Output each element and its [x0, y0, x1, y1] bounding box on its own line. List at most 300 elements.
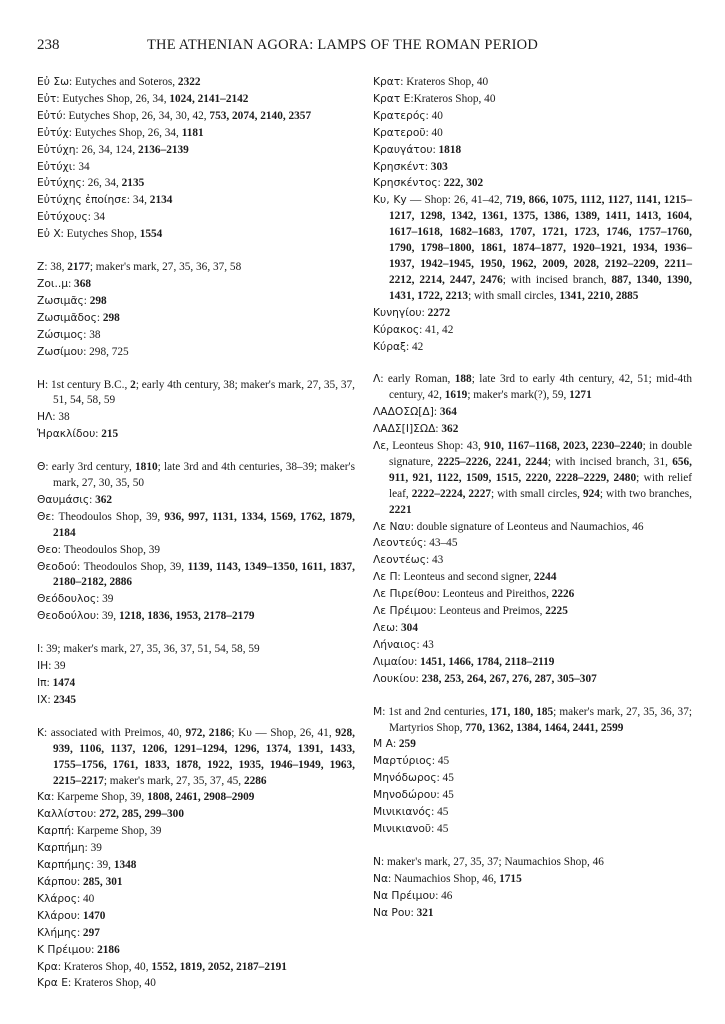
- entry-text: :: [414, 655, 421, 668]
- index-entry: [37, 823, 355, 840]
- entry-headword: Ι: [37, 642, 41, 656]
- entry-catalog-numbers: 1715: [499, 872, 522, 885]
- entry-text: : 39: [84, 842, 102, 855]
- entry-headword: Κρατερός: [373, 108, 426, 122]
- entry-headword: Εὐτύχη: [37, 142, 76, 156]
- entry-headword: Λε Ναυ: [373, 519, 411, 533]
- entry-headword: Εὐ Σω: [37, 75, 70, 88]
- entry-text: : 38: [83, 328, 101, 341]
- entry-text: ; with small circles,: [491, 487, 583, 500]
- index-entry: [373, 159, 692, 176]
- index-entry: [37, 426, 355, 443]
- index-entry: [373, 905, 692, 922]
- entry-text: :: [421, 306, 428, 319]
- entry-text: : Krateros Shop, 40,: [57, 960, 152, 973]
- index-entry: [373, 753, 692, 770]
- entry-text: : 39: [96, 593, 114, 606]
- section-gap: [37, 443, 355, 459]
- entry-text: ; late 3rd and 4th centuries, 38–39; maker's mark, 27, 30, 35, 50: [53, 461, 355, 490]
- index-entry: [373, 787, 692, 804]
- entry-headword: Καρπήμη: [37, 841, 85, 855]
- index-entry: [373, 305, 692, 322]
- entry-text: :: [93, 808, 100, 821]
- index-entry: [37, 377, 355, 410]
- entry-headword: Ζωσιμᾶδος: [37, 310, 97, 324]
- entry-headword: Λε Πρέιμου: [373, 604, 434, 618]
- entry-catalog-numbers: 1818: [438, 143, 462, 156]
- index-entry: [37, 925, 355, 942]
- entry-catalog-numbers: 770, 1362, 1384, 1464, 2441, 2599: [465, 721, 624, 734]
- entry-headword: Μινικιανός: [373, 805, 432, 819]
- entry-headword: Κυνηγίου: [373, 305, 422, 319]
- entry-headword: ΗΛ: [37, 410, 53, 424]
- entry-text: :: [76, 926, 83, 939]
- entry-headword: Λεω: [373, 621, 396, 634]
- entry-text: :Krateros Shop, 40: [410, 92, 496, 105]
- entry-text: : 40: [76, 892, 95, 905]
- index-entry: [373, 603, 692, 620]
- entry-headword: Να Πρέιμου: [373, 888, 436, 902]
- index-entry: [373, 175, 692, 192]
- entry-text: : maker's mark, 27, 35, 37; Naumachios Shop, 46: [381, 855, 604, 868]
- entry-headword: Λουκίου: [373, 671, 416, 685]
- entry-headword: ΛΑΔΣ[Ι]ΣΩΔ: [373, 422, 436, 436]
- entry-text: :: [76, 909, 83, 922]
- entry-text: ; late 3rd to early 4th century, 42, 51; mid-4th century, 42,: [389, 373, 692, 402]
- entry-headword: Θ: [37, 460, 46, 474]
- entry-text: :: [410, 906, 417, 919]
- entry-catalog-numbers: 972, 2186: [185, 726, 232, 739]
- entry-text: : 39: [48, 660, 66, 673]
- entry-catalog-numbers: 1181: [181, 126, 204, 139]
- entry-catalog-numbers: 1348: [113, 859, 137, 872]
- index-entry: [37, 857, 355, 874]
- entry-catalog-numbers: 321: [416, 906, 434, 919]
- entry-headword: Εὐτύχους: [37, 210, 88, 224]
- entry-catalog-numbers: 656, 911, 921, 1122, 1509, 1515, 2220, 2228–2229, 2480: [389, 455, 693, 484]
- entry-catalog-numbers: 362: [95, 493, 113, 506]
- entry-text: ; maker's mark, 27, 35, 37, 45,: [103, 774, 244, 787]
- index-entry: [37, 675, 355, 692]
- entry-headword: Λιμαίου: [373, 654, 415, 668]
- entry-headword: Μηνόδωρος: [373, 771, 437, 785]
- entry-catalog-numbers: 364: [439, 406, 457, 419]
- entry-catalog-numbers: 1552, 1819, 2052, 2187–2191: [151, 960, 287, 973]
- entry-headword: Κρατ: [373, 75, 401, 88]
- entry-headword: Λεοντέως: [373, 553, 427, 567]
- entry-catalog-numbers: 1808, 2461, 2908–2909: [147, 791, 255, 804]
- entry-text: :: [432, 143, 439, 156]
- index-entry: [37, 192, 355, 209]
- entry-text: : Eutyches Shop, 26, 34, 30, 42,: [62, 109, 210, 122]
- entry-text: :: [437, 177, 444, 190]
- index-entry: [37, 209, 355, 226]
- entry-text: :: [68, 277, 75, 290]
- entry-headword: Κρησκέντος: [373, 176, 438, 190]
- entry-headword: Θεόδουλος: [37, 592, 97, 606]
- entry-catalog-numbers: 1470: [82, 909, 106, 922]
- entry-headword: Μαρτύριος: [373, 754, 432, 768]
- entry-catalog-numbers: 1271: [569, 389, 592, 402]
- running-title: THE ATHENIAN AGORA: LAMPS OF THE ROMAN PERIOD: [147, 37, 538, 53]
- entry-catalog-numbers: 753, 2074, 2140, 2357: [209, 109, 312, 122]
- index-entry: [37, 74, 355, 91]
- entry-catalog-numbers: 2244: [533, 571, 557, 584]
- index-entry: [37, 641, 355, 658]
- entry-text: : 26, 34, 124,: [75, 143, 138, 156]
- entry-headword: Κρα Ε: [37, 976, 68, 990]
- index-entry: [373, 637, 692, 654]
- index-entry: [37, 276, 355, 293]
- entry-catalog-numbers: 368: [74, 277, 91, 290]
- index-entry: [37, 492, 355, 509]
- entry-catalog-numbers: 2272: [427, 306, 451, 319]
- entry-catalog-numbers: 1810: [135, 461, 158, 474]
- entry-text: ; with relief leaf,: [389, 471, 692, 500]
- index-entry: [373, 770, 692, 787]
- index-entry: [37, 327, 355, 344]
- index-entry: [37, 125, 355, 142]
- entry-text: : 39; maker's mark, 27, 35, 36, 37, 51, 54, 58, 59: [40, 643, 260, 656]
- index-entry: [37, 591, 355, 608]
- index-entry: [373, 322, 692, 339]
- entry-text: :: [435, 423, 442, 436]
- entry-text: : associated with Preimos, 40,: [44, 726, 186, 739]
- section-gap: [37, 361, 355, 377]
- entry-headword: Κυ, Κy: [373, 193, 407, 207]
- entry-catalog-numbers: 719, 866, 1075, 1112, 1127, 1141, 1215–1217, 1298, 1342, 1361, 1375, 1386, 1389, 1411, 1413, 1604, 1617–1618, 1682–1683, 1707, 1721, 1723, 1746, 1757–1760, 1790, 1798–1800, 1861, 1874–1877, 1920–1921, 1934, 1936–1937, 1942–1945, 1950, 1962, 2009, 2028, 2192–2209, 2211–2212, 2214, 2447, 2476: [389, 194, 692, 286]
- entry-headword: Εὐτύ: [37, 108, 63, 122]
- entry-headword: Κρατεροῦ: [373, 125, 426, 139]
- entry-catalog-numbers: 298: [102, 311, 120, 324]
- entry-text: :: [46, 677, 53, 689]
- entry-text: ; maker's mark, 27, 35, 36, 37; Martyrios Shop,: [389, 705, 692, 734]
- entry-headword: Κ Πρέιμου: [37, 942, 92, 956]
- entry-catalog-numbers: 238, 253, 264, 267, 276, 287, 305–307: [421, 672, 597, 685]
- entry-text: : 39,: [96, 610, 119, 623]
- entry-text: : Krateros Shop, 40: [400, 76, 489, 88]
- entry-headword: Θεο: [37, 542, 58, 556]
- entry-catalog-numbers: 1451, 1466, 1784, 2118–2119: [420, 655, 555, 668]
- entry-text: : Theodoulos Shop, 39,: [51, 510, 165, 523]
- index-entry: [373, 535, 692, 552]
- index-entry: [373, 108, 692, 125]
- index-entry: [37, 542, 355, 559]
- section-gap: [37, 709, 355, 725]
- entry-catalog-numbers: 304: [401, 622, 418, 634]
- entry-headword: Να: [373, 871, 389, 885]
- index-entry: [37, 459, 355, 492]
- entry-headword: ΙΧ: [37, 692, 48, 706]
- entry-text: : 1st century B.C.,: [45, 378, 131, 391]
- entry-catalog-numbers: 171, 180, 185: [490, 705, 554, 718]
- index-entry: [373, 142, 692, 159]
- entry-catalog-numbers: 2134: [149, 194, 173, 207]
- index-entry: [373, 91, 692, 108]
- page-number: 238: [37, 37, 60, 53]
- entry-text: :: [424, 160, 431, 173]
- index-entry: [37, 658, 355, 675]
- entry-headword: Κάρπου: [37, 874, 77, 888]
- entry-text: ; with two branches,: [599, 487, 693, 500]
- entry-catalog-numbers: 2: [130, 378, 136, 391]
- entry-text: : 41, 42: [419, 323, 454, 336]
- entry-headword: Κραυγάτου: [373, 142, 433, 156]
- entry-catalog-numbers: 924: [582, 487, 600, 500]
- entry-headword: Λεοντεύς: [373, 536, 424, 550]
- index-entry: [37, 509, 355, 542]
- entry-text: :: [392, 738, 399, 751]
- section-gap: [373, 688, 692, 704]
- entry-catalog-numbers: 2177: [67, 261, 90, 274]
- entry-headword: Ζωσιμᾶς: [37, 293, 84, 307]
- entry-catalog-numbers: 1341, 2210, 2885: [559, 289, 639, 302]
- entry-text: : 26, 34,: [81, 177, 122, 190]
- entry-catalog-numbers: 928, 939, 1106, 1137, 1206, 1291–1294, 1296, 1374, 1391, 1433, 1755–1756, 1761, 1833, 1878, 1922, 1935, 1946–1949, 1963, 2215–2217: [53, 726, 355, 787]
- entry-text: : Naumachios Shop, 46,: [388, 872, 500, 885]
- entry-text: :: [47, 693, 54, 706]
- entry-catalog-numbers: 887, 1340, 1390, 1431, 1722, 2213: [389, 273, 692, 302]
- entry-text: : 34: [72, 160, 90, 173]
- entry-text: :: [83, 294, 90, 307]
- entry-headword: Θεοδού: [37, 559, 77, 573]
- entry-text: : Eutyches Shop,: [60, 228, 140, 241]
- entry-catalog-numbers: 2222–2224, 2227: [411, 487, 491, 500]
- entry-text: : 39,: [90, 859, 114, 872]
- entry-catalog-numbers: 362: [441, 423, 459, 436]
- entry-text: : Theodoulos Shop, 39,: [77, 560, 188, 573]
- entry-headword: ΙΗ: [37, 659, 49, 673]
- entry-headword: Κλάρου: [37, 908, 77, 922]
- index-entry: [37, 975, 355, 992]
- entry-headword: Ιπ: [37, 676, 47, 689]
- entry-text: ; Κυ — Shop, 26, 41,: [231, 726, 336, 739]
- index-column-left: [37, 74, 355, 992]
- entry-text: , Leonteus Shop: 43,: [386, 440, 485, 453]
- index-entry: [373, 888, 692, 905]
- entry-text: : Eutyches Shop, 26, 34,: [68, 126, 182, 139]
- entry-headword: Μ Α: [373, 737, 393, 751]
- entry-text: :: [96, 311, 103, 324]
- entry-headword: Καλλίστου: [37, 807, 94, 821]
- entry-catalog-numbers: 2136–2139: [137, 143, 189, 156]
- entry-text: :: [415, 672, 422, 685]
- index-entry: [37, 692, 355, 709]
- entry-catalog-numbers: 2225: [545, 605, 568, 618]
- index-entry: [37, 608, 355, 625]
- entry-catalog-numbers: 222, 302: [443, 177, 484, 190]
- index-entry: [37, 942, 355, 959]
- entry-catalog-numbers: 1139, 1143, 1349–1350, 1611, 1837, 2180–2182, 2886: [53, 560, 355, 589]
- index-entry: [37, 908, 355, 925]
- entry-text: :: [395, 622, 402, 634]
- entry-headword: Ζώσιμος: [37, 327, 84, 341]
- entry-catalog-numbers: 215: [101, 428, 119, 441]
- entry-headword: Λε: [373, 439, 387, 453]
- index-entry: [373, 519, 692, 536]
- entry-text: : 45: [436, 789, 454, 802]
- index-entry: [373, 854, 692, 871]
- index-entry: [373, 125, 692, 142]
- entry-headword: Να Ρου: [373, 905, 411, 919]
- entry-text: ; with small circles,: [468, 289, 560, 302]
- entry-catalog-numbers: 1554: [139, 228, 163, 241]
- index-entry: [373, 704, 692, 737]
- index-entry: [373, 192, 692, 304]
- index-entry: [37, 891, 355, 908]
- entry-text: : Leonteus and Preimos,: [433, 605, 546, 618]
- entry-text: : 43: [426, 554, 444, 567]
- index-entry: [373, 371, 692, 404]
- entry-text: ; with incised branch,: [502, 273, 612, 286]
- index-entry: [37, 789, 355, 806]
- entry-text: : 45: [431, 822, 449, 835]
- index-entry: [37, 840, 355, 857]
- entry-text: :: [433, 406, 440, 419]
- entry-headword: Λ: [373, 372, 381, 386]
- entry-catalog-numbers: 298: [89, 294, 107, 307]
- index-entry: [37, 226, 355, 243]
- entry-text: : Karpeme Shop, 39: [71, 825, 162, 838]
- entry-text: : early 3rd century,: [45, 461, 136, 474]
- entry-headword: Λε Πιρείθου: [373, 587, 437, 601]
- entry-text: : 38,: [44, 261, 68, 274]
- entry-headword: Κλήμης: [37, 925, 77, 939]
- index-entry: [37, 344, 355, 361]
- entry-text: : Leonteus and Pireithos,: [436, 588, 552, 601]
- section-gap: [37, 243, 355, 259]
- entry-text: :: [91, 943, 98, 956]
- index-entry: [373, 421, 692, 438]
- index-entry: [37, 142, 355, 159]
- index-entry: [37, 959, 355, 976]
- entry-headword: Κύραξ: [373, 339, 406, 353]
- entry-catalog-numbers: 188: [454, 373, 472, 386]
- entry-catalog-numbers: 303: [430, 160, 448, 173]
- index-entry: [373, 569, 692, 586]
- index-entry: [373, 821, 692, 838]
- entry-text: : early Roman,: [380, 373, 455, 386]
- entry-text: :: [95, 428, 102, 441]
- entry-text: ; maker's mark, 27, 35, 36, 37, 58: [89, 261, 242, 274]
- entry-text: : Leonteus and second signer,: [397, 571, 534, 584]
- entry-text: :: [89, 493, 96, 506]
- entry-text: :: [77, 875, 83, 888]
- entry-text: : Eutyches Shop, 26, 34,: [56, 92, 170, 105]
- entry-text: : 298, 725: [83, 345, 129, 358]
- index-entry: [37, 559, 355, 592]
- entry-headword: Εὐτύχης ἐποίησε: [37, 193, 127, 207]
- entry-catalog-numbers: 1474: [52, 677, 76, 689]
- index-entry: [37, 310, 355, 327]
- entry-headword: Εὐτ: [37, 91, 57, 105]
- entry-text: : 43–45: [423, 537, 458, 550]
- entry-headword: Θε: [37, 509, 52, 523]
- index-entry: [37, 293, 355, 310]
- entry-text: : 45: [431, 755, 450, 768]
- section-gap: [373, 355, 692, 371]
- entry-headword: Μινικιανοῦ: [373, 821, 432, 835]
- index-entry: [373, 620, 692, 637]
- entry-headword: Ἡρακλίδου: [37, 427, 96, 441]
- entry-text: : Krateros Shop, 40: [68, 977, 156, 990]
- entry-catalog-numbers: 2221: [389, 503, 412, 516]
- entry-catalog-numbers: 259: [398, 738, 416, 751]
- entry-headword: Εὐτύχι: [37, 159, 73, 173]
- index-entry: [37, 806, 355, 823]
- entry-headword: Κύρακος: [373, 322, 420, 336]
- entry-catalog-numbers: 2186: [97, 943, 120, 956]
- entry-text: ; with incised branch, 31,: [547, 455, 673, 468]
- entry-headword: Θαυμάσις: [37, 492, 90, 506]
- index-entry: [373, 871, 692, 888]
- entry-text: : 45: [436, 772, 454, 785]
- entry-text: ; maker's mark(?), 59,: [467, 389, 570, 402]
- index-entry: [37, 259, 355, 276]
- entry-headword: ΛΑΔΟΣΩ[Δ]: [373, 405, 434, 419]
- index-entry: [373, 404, 692, 421]
- entry-text: : 43: [416, 638, 434, 651]
- entry-catalog-numbers: 2322: [177, 76, 201, 88]
- entry-text: : 38: [52, 411, 70, 424]
- entry-headword: Κρα: [37, 959, 58, 973]
- index-entry: [373, 654, 692, 671]
- entry-catalog-numbers: 1024, 2141–2142: [169, 92, 249, 105]
- index-entry: [373, 438, 692, 519]
- section-gap: [373, 838, 692, 854]
- index-entry: [37, 874, 355, 891]
- entry-catalog-numbers: 285, 301: [82, 875, 123, 888]
- index-entry: [37, 91, 355, 108]
- entry-text: : Theodoulos Shop, 39: [57, 543, 161, 556]
- section-gap: [37, 625, 355, 641]
- entry-text: : Eutyches and Soteros,: [69, 76, 178, 88]
- entry-text: : 34: [87, 211, 105, 224]
- index-entry: [37, 108, 355, 125]
- entry-text: : 34,: [126, 194, 150, 207]
- entry-headword: Κα: [37, 790, 52, 804]
- entry-text: : 40: [425, 126, 443, 139]
- entry-headword: Θεοδούλου: [37, 609, 97, 623]
- entry-catalog-numbers: 936, 997, 1131, 1334, 1569, 1762, 1879, 2184: [53, 510, 355, 539]
- entry-text: : 40: [425, 109, 443, 122]
- entry-headword: Καρπή: [37, 824, 72, 838]
- index-entry: [37, 175, 355, 192]
- entry-catalog-numbers: 2345: [53, 693, 77, 706]
- entry-headword: Η: [37, 377, 46, 391]
- entry-text: — Shop: 26, 41–42,: [406, 194, 506, 207]
- entry-headword: Ζ: [37, 260, 45, 274]
- entry-catalog-numbers: 2225–2226, 2241, 2244: [437, 455, 548, 468]
- entry-text: : Karpeme Shop, 39,: [51, 791, 148, 804]
- entry-headword: Εὐ Χ: [37, 227, 61, 241]
- entry-headword: Κλάρος: [37, 891, 77, 905]
- index-entry: [373, 586, 692, 603]
- entry-headword: Μ: [373, 704, 383, 718]
- entry-text: : 42: [405, 340, 424, 353]
- entry-headword: Καρπήμης: [37, 858, 91, 872]
- entry-text: : 1st and 2nd centuries,: [382, 705, 491, 718]
- index-entry: [373, 552, 692, 569]
- entry-headword: Εὐτύχης: [37, 176, 82, 190]
- entry-catalog-numbers: 1218, 1836, 1953, 2178–2179: [118, 610, 255, 623]
- entry-headword: Λήναιος: [373, 637, 417, 651]
- entry-catalog-numbers: 2286: [243, 774, 267, 787]
- entry-text: : double signature of Leonteus and Naumachios, 46: [410, 520, 644, 533]
- entry-headword: Λε Π: [373, 570, 398, 584]
- entry-catalog-numbers: 2226: [551, 588, 575, 601]
- entry-text: : 45: [431, 806, 449, 819]
